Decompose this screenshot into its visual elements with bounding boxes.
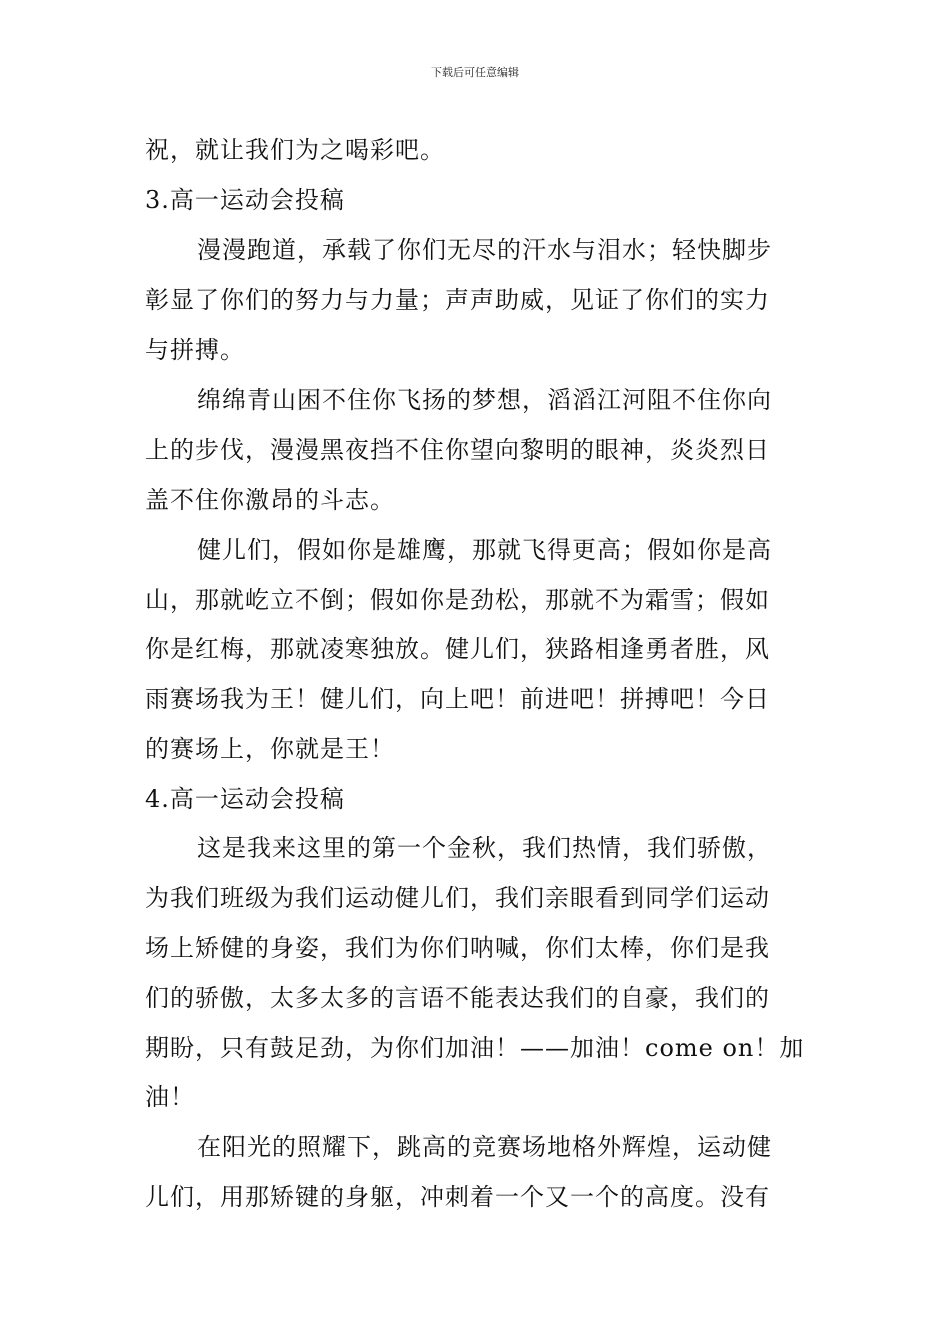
text-line: 祝，就让我们为之喝彩吧。 — [145, 136, 445, 164]
page-header: 下载后可任意编辑 — [431, 66, 519, 79]
text-line: 这是我来这里的第一个金秋，我们热情，我们骄傲， — [197, 834, 772, 862]
text-line: 健儿们，假如你是雄鹰，那就飞得更高；假如你是高 — [197, 536, 772, 564]
text-line: 与拼搏。 — [145, 336, 245, 364]
text-line: 你是红梅，那就凌寒独放。健儿们，狭路相逢勇者胜，风 — [145, 635, 770, 663]
text-line: 绵绵青山困不住你飞扬的梦想，滔滔江河阻不住你向 — [197, 386, 772, 414]
text-line: 盖不住你激昂的斗志。 — [145, 486, 395, 514]
section-heading: 3.高一运动会投稿 — [145, 186, 345, 214]
text-line: 上的步伐，漫漫黑夜挡不住你望向黎明的眼神，炎炎烈日 — [145, 436, 770, 464]
text-line: 彰显了你们的努力与力量；声声助威，见证了你们的实力 — [145, 286, 770, 314]
text-line: 雨赛场我为王！健儿们，向上吧！前进吧！拼搏吧！今日 — [145, 685, 770, 713]
text-line: 的赛场上，你就是王！ — [145, 735, 395, 763]
text-line: 场上矫健的身姿，我们为你们呐喊，你们太棒，你们是我 — [145, 934, 770, 962]
text-line: 在阳光的照耀下，跳高的竞赛场地格外辉煌，运动健 — [197, 1133, 772, 1161]
text-line: 漫漫跑道，承载了你们无尽的汗水与泪水；轻快脚步 — [197, 236, 772, 264]
text-line: 为我们班级为我们运动健儿们，我们亲眼看到同学们运动 — [145, 884, 770, 912]
section-heading: 4.高一运动会投稿 — [145, 785, 345, 813]
text-line: 山，那就屹立不倒；假如你是劲松，那就不为霜雪；假如 — [145, 586, 770, 614]
text-line: 期盼，只有鼓足劲，为你们加油！——加油！come on！加 — [145, 1034, 805, 1062]
text-line: 们的骄傲，太多太多的言语不能表达我们的自豪，我们的 — [145, 984, 770, 1012]
text-line: 儿们，用那矫键的身躯，冲刺着一个又一个的高度。没有 — [145, 1183, 770, 1211]
text-line: 油！ — [145, 1083, 195, 1111]
